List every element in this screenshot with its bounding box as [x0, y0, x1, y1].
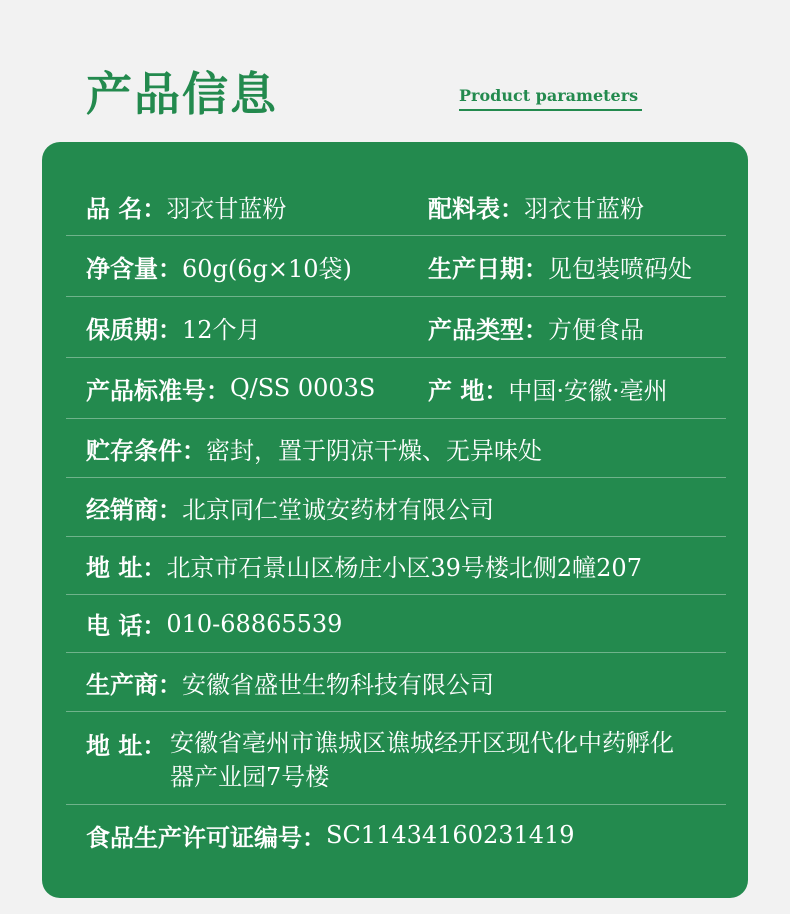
- info-row-distributor: [66, 478, 726, 537]
- info-row-manufacturer: [66, 653, 726, 712]
- product-type-value: 方便食品: [548, 315, 644, 344]
- production-date-label: 生产日期：: [428, 253, 548, 283]
- info-row-manufacturer-address: [66, 712, 726, 805]
- manufacturer-value: 安徽省盛世生物科技有限公司: [182, 670, 494, 699]
- production-date-value: 见包装喷码处: [548, 254, 692, 283]
- storage-value: 密封，置于阴凉干燥、无异味处: [206, 436, 542, 465]
- license-value: SC11434160231419: [326, 821, 575, 849]
- distributor-label: 经销商：: [86, 494, 182, 524]
- info-row-distributor-address: [66, 537, 726, 595]
- info-row-name: [66, 177, 726, 236]
- origin-value: 中国·安徽·亳州: [508, 376, 668, 405]
- info-row-license: [66, 805, 726, 865]
- info-row-storage: [66, 419, 726, 478]
- page-title: 产品信息: [86, 67, 278, 121]
- page-subtitle: Product parameters: [459, 86, 642, 111]
- standard-number-value: Q/SS 0003S: [230, 374, 376, 402]
- info-row-phone: [66, 595, 726, 653]
- manufacturer-label: 生产商：: [86, 669, 182, 699]
- origin-label: 产 地：: [428, 375, 509, 405]
- product-name-value: 羽衣甘蓝粉: [166, 194, 287, 223]
- product-type-label: 产品类型：: [428, 314, 548, 344]
- product-info-card: [42, 142, 748, 898]
- ingredients-label: 配料表：: [428, 193, 524, 223]
- manufacturer-address-label: 地 址：: [86, 731, 167, 760]
- shelf-life-value: 12个月: [182, 315, 261, 344]
- manufacturer-address-line-1: 安徽省亳州市谯城区谯城经开区现代化中药孵化: [170, 729, 674, 757]
- info-row-shelf-life: [66, 297, 726, 358]
- info-row-standard: [66, 358, 726, 419]
- shelf-life-label: 保质期：: [86, 314, 182, 344]
- manufacturer-address-value: [170, 726, 674, 794]
- product-name-label: 品 名：: [86, 193, 167, 223]
- distributor-address-value: 北京市石景山区杨庄小区39号楼北侧2幢207: [166, 554, 642, 582]
- distributor-value: 北京同仁堂诚安药材有限公司: [182, 495, 494, 524]
- storage-label: 贮存条件：: [86, 435, 206, 465]
- info-row-net-content: [66, 236, 726, 297]
- license-label: 食品生产许可证编号：: [86, 822, 326, 852]
- net-content-value: 60g(6g×10袋): [182, 254, 352, 283]
- manufacturer-address-line-2: 器产业园7号楼: [170, 763, 330, 791]
- phone-value: 010-68865539: [166, 609, 343, 638]
- standard-number-label: 产品标准号：: [86, 375, 230, 405]
- ingredients-value: 羽衣甘蓝粉: [524, 194, 644, 223]
- distributor-address-label: 地 址：: [86, 553, 167, 582]
- net-content-label: 净含量：: [86, 253, 182, 283]
- phone-label: 电 话：: [86, 611, 167, 640]
